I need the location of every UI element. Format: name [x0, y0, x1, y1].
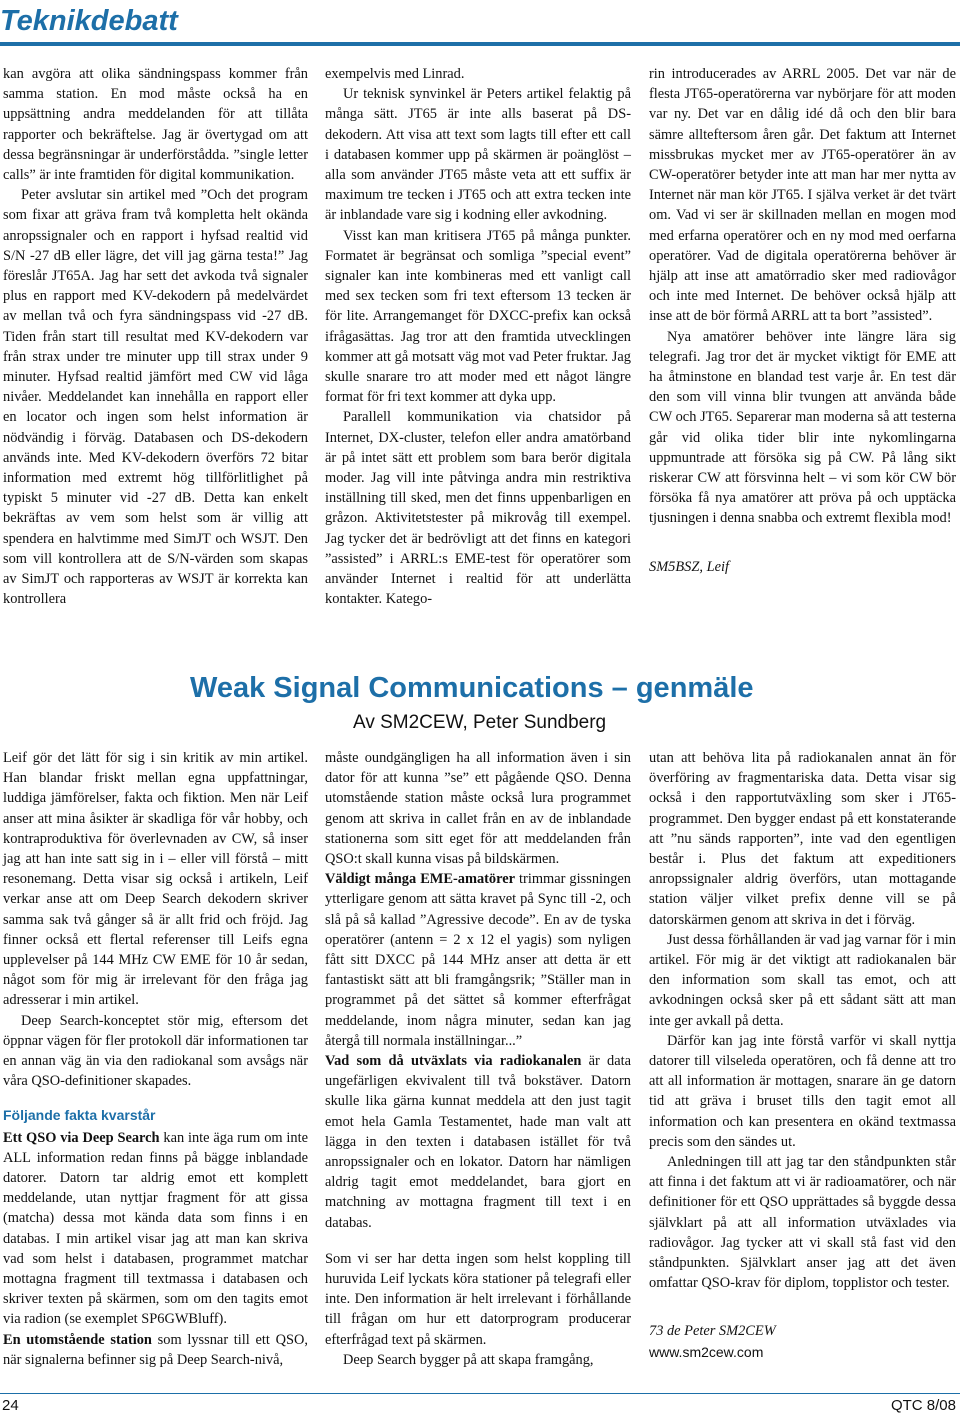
- paragraph-text: trimmar gissningen ytterligare genom att sätta kravet på Sync till -2, och slå på så kallad ”Agressive decode”. En av de tyska operatörer (antenn = 2 x 12 el yagis) som nyligen fått sitt DXCC på 144 MHz anser att detta är ett fantastiskt sätt att bli framgångsrik; ”Ställer man in programmet på det sättet så kommer efterfrågat meddelande, inom några minuter, sedan kan jag återgå till normala inställningar...”: [325, 871, 631, 1049]
- issue-label: QTC 8/08: [890, 1397, 956, 1414]
- article-column-2: [325, 748, 631, 1370]
- paragraph: Som vi ser har detta ingen som helst koppling till huruvida Leif lyckats köra stationer på telegrafi eller inte. Den information är helt irrelevant i förhållande till frågan om hur ett datorprogram producerar efterfrågad text på skärmen.: [325, 1250, 631, 1348]
- paragraph: Därför kan jag inte förstå varför vi skall nyttja datorer till vilseleda operatören, och få denne att tro att all information är mottagen, snarare än ge datorn tid att gräva i bruset tills den tagit emot all information och kan presentera en okänd textmassa precis som den sändes ut.: [649, 1032, 956, 1150]
- article-column-1: [3, 748, 308, 1370]
- paragraph: [3, 1128, 308, 1330]
- paragraph: [325, 1051, 631, 1233]
- previous-article-column-2: [325, 64, 631, 609]
- section-title: Teknikdebatt: [0, 5, 178, 37]
- article-title-block: [190, 670, 955, 733]
- paragraph: Peter avslutar sin artikel med ”Och det program som fixar att gräva fram två kompletta helt okända anropssignaler och en rapport i hyfsad realtid vid S/N -27 dB eller lägre, det vill jag gärna testa!” Jag föreslår JT65A. Jag har sett det avkoda två signaler plus en rapport med KV-dekodern på medelvärdet av mellan två och fyra sändningspass vid -27 dB. Tiden från start till resultat med KV-dekodern var från strax under tre minuter upp till strax under 9 minuter. Hyfsad realtid jämfört med CW vid låga nivåer. Meddelandet kan innehålla en rapport eller en locator och ingen som helst information är nödvändig i förväg. Databasen och DS-dekodern används inte. Med KV-dekodern överförs 72 bitar information med extremt hög tillförlitlighet på typiskt 5 minuter vid -27 dB. Detta kan enkelt bekräftas av vem som helst som är villig att spendera en halvtimme med SimJT och WSJT. Den som vill kontrollera att de S/N-värden som skapas av SimJT och rapporteras av WSJT är korrekta kan kontrollera: [3, 187, 308, 608]
- paragraph: Deep Search-konceptet stör mig, eftersom det öppnar vägen för fler protokoll där informationen tar en annan väg än via den radiokanal som avsågs när våra QSO-definitioner skapades.: [3, 1012, 308, 1090]
- author-signature: 73 de Peter SM2CEW: [649, 1323, 776, 1340]
- subheading: Följande fakta kvarstår: [3, 1107, 156, 1124]
- previous-article-column-1: [3, 64, 308, 609]
- bold-lead: Vad som då utväxlats via radiokanalen: [325, 1053, 582, 1070]
- paragraph: rin introducerades av ARRL 2005. Det var när de flesta JT65-operatörerna var nybörjare för att moden var ny. Det var en dålig idé då och den blir bara sämre allteftersom åren går. Det faktum att Internet missbrukas mycket mer av JT65-operatörer än av CW-operatörer betyder inte att man har mer nytta av Internet när man kör JT65. I själva verket är det tvärt om. Vad vi ser är skillnaden mellan en mogen mod med erfarna operatörer och en ny mod med oerfarna operatörer. Vad de digitala operatörerna behöver är hjälp att inse att amatörradio sker med radiovågor och inte med Internet. De behöver också hjälp att inse att de bör förmå ARRL att ta bort ”assisted”.: [649, 66, 956, 325]
- article-title: Weak Signal Communications – genmäle: [190, 672, 754, 704]
- paragraph: Leif gör det lätt för sig i sin kritik av min artikel. Han blandar friskt mellan egna uppfattningar, luddiga jämförelser, fakta och fiktion. Men när Leif anser att mina åsikter är skadliga för vår hobby, och kontraproduktiva för överlevnaden av CW, så inser jag att han inte satt sig in i – eller vill förstå – mitt resonemang. Detta visar sig också i artikeln, Leif verkar anse att om Deep Search dekodern skriver samma sak två gånger så är allt frid och fröjd. Jag finner också ett flertal referenser till Leifs egna upplevelser på 144 MHz CW EME för 10 år sedan, något som för mig är irrelevant för den fråga jag adresserar i min artikel.: [3, 750, 308, 1009]
- article-byline: Av SM2CEW, Peter Sundberg: [353, 712, 607, 733]
- previous-article-column-3: [649, 64, 956, 577]
- paragraph: kan avgöra att olika sändningspass kommer från samma station. En mod måste också ha en uppsättning andra meddelanden för att tillåta rapporter och bekräftelse. Jag är övertygad om att dessa begränsningar är underförstådda. ”single letter calls” är inte framtiden för digital kommunikation.: [3, 66, 308, 184]
- paragraph-text: som lyssnar till ett QSO, när signalerna befinner sig på Deep Search-nivå,: [3, 1331, 308, 1368]
- bold-lead: Ett QSO via Deep Search: [3, 1129, 160, 1146]
- page-number: 24: [2, 1397, 19, 1414]
- author-signature: SM5BSZ, Leif: [649, 558, 729, 575]
- paragraph: exempelvis med Linrad.: [325, 66, 465, 82]
- paragraph-text: är data ungefärligen ekvivalent till två bokstäver. Datorn skulle lika gärna kunnat meddela att den just tagit emot hela Gamla Testamentet, hade man valt att lägga in den texten i databasen istället för två anropssignaler och en lokator. Datorn har nämligen aldrig tagit emot meddelandet, bara gjort en matchning av mottagna fragment till text i en databas.: [325, 1053, 631, 1231]
- header-divider: [0, 42, 960, 46]
- article-column-3: [649, 748, 956, 1362]
- paragraph: Visst kan man kritisera JT65 på många punkter. Formatet är begränsat och somliga ”special event” signaler kan inte kombineras med ett vanligt call med sex tecken som fri text eftersom 13 tecken är för lite. Arrangemanget för DXCC-prefix kan också ifrågasättas. Jag tror att den framtida utvecklingen kommer att gå motsatt väg mot vad Peter fruktar. Jag skulle snarare tro att moder med ett något längre format för fri text kommer att dyka upp.: [325, 227, 631, 406]
- paragraph: Ur teknisk synvinkel är Peters artikel felaktig på många sätt. JT65 är inte alls baserat på DS-dekodern. Att visa att text som lagts till efter ett call i databasen kommer upp på skärmen är poänglöst – alla som använder JT65 måste veta att ett suffix är maximum tre tecken i JT65 och att extra tecken inte är inblandade vare sig i kodning eller avkodning.: [325, 86, 631, 224]
- bold-lead: Väldigt många EME-amatörer: [325, 871, 516, 888]
- paragraph: måste oundgängligen ha all information även i sin dator för att kunna ”se” ett pågående QSO. Denna utomstående station måste också lura programmet genom att skriva in callet från en av de inblandade stationerna som sitt eget för att meddelanden från QSO:t skall kunna visas på bildskärmen.: [325, 750, 631, 868]
- paragraph: [325, 869, 631, 1051]
- paragraph: Just dessa förhållanden är vad jag varnar för i min artikel. För mig är det viktigt att radiokanalen bär den information som skall tas emot, och att avkodningen också sker på ett sådant sätt att man inte ger avkall på detta.: [649, 931, 956, 1029]
- bold-lead: En utomstående station: [3, 1331, 152, 1348]
- paragraph: Nya amatörer behöver inte längre lära sig telegrafi. Jag tror det är mycket viktigt för EME att ha åtminstone en blandad test varje år. En test där den som vill vinna blir tvungen att använda både CW och JT65. Separerar man moderna så att testerna går vid olika tider blir inte nykomlingarna uppmuntrade att försöka sig på CW. På lång sikt riskerar CW att försvinna helt – vi som kör CW bör försöka få nya amatörer att pröva på och upptäcka tjusningen i denna snabba och extremt flexibla mod!: [649, 328, 956, 527]
- website-link[interactable]: www.sm2cew.com: [649, 1343, 764, 1360]
- section-header: [0, 0, 960, 46]
- paragraph: utan att behöva lita på radiokanalen annat än för överföring av fragmentariska data. Detta visar sig också i den rapportutväxling som sker i JT65-programmet. Den bygger endast på ett konstaterande att ”nu sänds rapporten”, inte vad den egentligen består i. Plus det faktum att expeditioners anropssignaler aldrig överförs, utan mottagande station väljer vilket prefix denne vill se på datorskärmen genom att skriva in det i förväg.: [649, 750, 956, 928]
- paragraph: Parallell kommunikation via chatsidor på Internet, DX-cluster, telefon eller andra amatörband är på intet sätt ett problem som bara berör digitala moder. Jag vill inte påtvinga andra min restriktiva inställning till sked, men det finns uppenbarligen en gråzon. Aktivitetstester på mikrovåg till exempel. Jag tycker det är bedrövligt att det finns en kategori ”assisted” i ARRL:s EME-test för operatörer som använder Internet i realtid för att underlätta kontakter. Katego-: [325, 409, 631, 608]
- paragraph: [3, 1330, 308, 1370]
- paragraph: Deep Search bygger på att skapa framgång,: [343, 1351, 594, 1368]
- paragraph: Anledningen till att jag tar den ståndpunkten står att finna i det faktum att vi är radioamatörer, och när definitioner för ett QSO upprättades så byggde dessa självklart på att all information utväxlades via radiovågor. Jag tycker att vi skall stå fast vid den ståndpunkten. Självklart anser jag att det även omfattar QSO-krav för diplom, topplistor och tester.: [649, 1154, 956, 1292]
- paragraph-text: kan inte äga rum om inte ALL information redan finns på bägge inblandade datorer. Datorn tar aldrig emot ett komplett meddelande, utan nyttjar fragment för att gissa (matcha) dessa mot kända data som finns i en databas. I min artikel visar jag att man kan skriva vad som helst i databasen, programmet matchar mottagna fragment till textmassa i databasen och skriver texten på skärmen, som om den tagits emot via radion (se exemplet SP6GWBluff).: [3, 1129, 308, 1328]
- footer-divider: [0, 1393, 960, 1394]
